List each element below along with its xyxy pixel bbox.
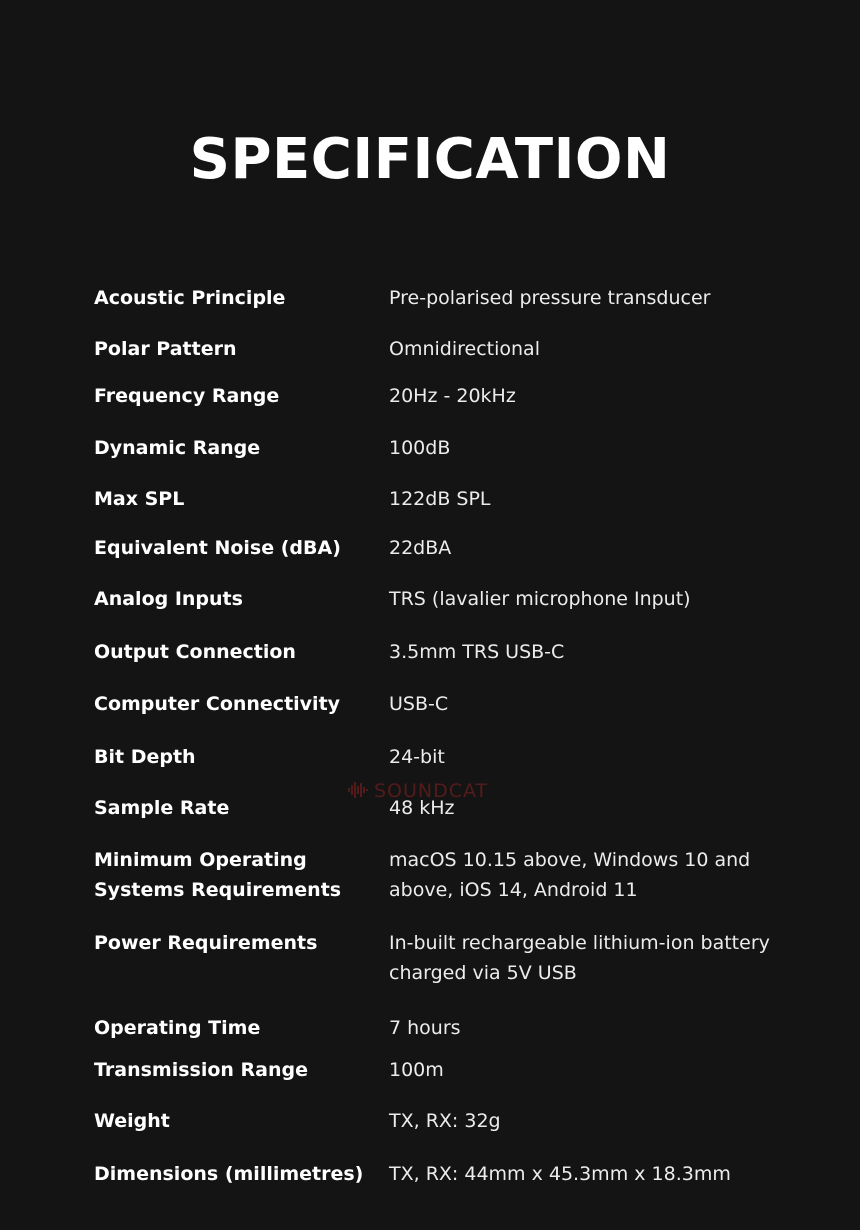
spec-value: TRS (lavalier microphone Input) (389, 588, 691, 610)
spec-label: Computer Connectivity (94, 693, 341, 715)
spec-value: 22dBA (389, 537, 452, 559)
spec-value: macOS 10.15 above, Windows 10 and above, iOS 14, Android 11 (389, 849, 751, 901)
spec-value: 24-bit (389, 746, 445, 768)
spec-value: 48 kHz (389, 797, 455, 819)
spec-label: Dimensions (millimetres) (94, 1163, 364, 1185)
spec-label: Output Connection (94, 641, 296, 663)
page-title: SPECIFICATION (189, 127, 671, 192)
spec-value: 3.5mm TRS USB-C (389, 641, 565, 663)
spec-label: Acoustic Principle (94, 287, 286, 309)
spec-label: Analog Inputs (94, 588, 243, 610)
spec-label: Operating Time (94, 1017, 261, 1039)
spec-value: 20Hz - 20kHz (389, 385, 516, 407)
spec-label: Sample Rate (94, 797, 230, 819)
spec-value: USB-C (389, 693, 449, 715)
spec-value: TX, RX: 32g (389, 1110, 501, 1132)
spec-label: Minimum Operating Systems Requirements (94, 849, 342, 901)
spec-value: 7 hours (389, 1017, 461, 1039)
watermark (348, 780, 488, 803)
spec-label: Max SPL (94, 488, 185, 510)
spec-value: In-built rechargeable lithium-ion battery charged via 5V USB (389, 932, 770, 984)
spec-label: Power Requirements (94, 932, 318, 954)
spec-label: Frequency Range (94, 385, 280, 407)
spec-label: Polar Pattern (94, 338, 237, 360)
spec-value: TX, RX: 44mm x 45.3mm x 18.3mm (389, 1163, 731, 1185)
spec-value: Pre-polarised pressure transducer (389, 287, 711, 309)
spec-label: Bit Depth (94, 746, 196, 768)
watermark-text: SOUNDCAT (374, 780, 489, 802)
soundwave-icon (348, 781, 370, 803)
spec-value: 122dB SPL (389, 488, 491, 510)
spec-label: Transmission Range (94, 1059, 309, 1081)
spec-value: 100m (389, 1059, 444, 1081)
spec-label: Weight (94, 1110, 170, 1132)
spec-value: 100dB (389, 437, 451, 459)
spec-value: Omnidirectional (389, 338, 540, 360)
spec-label: Dynamic Range (94, 437, 261, 459)
spec-label: Equivalent Noise (dBA) (94, 537, 341, 559)
